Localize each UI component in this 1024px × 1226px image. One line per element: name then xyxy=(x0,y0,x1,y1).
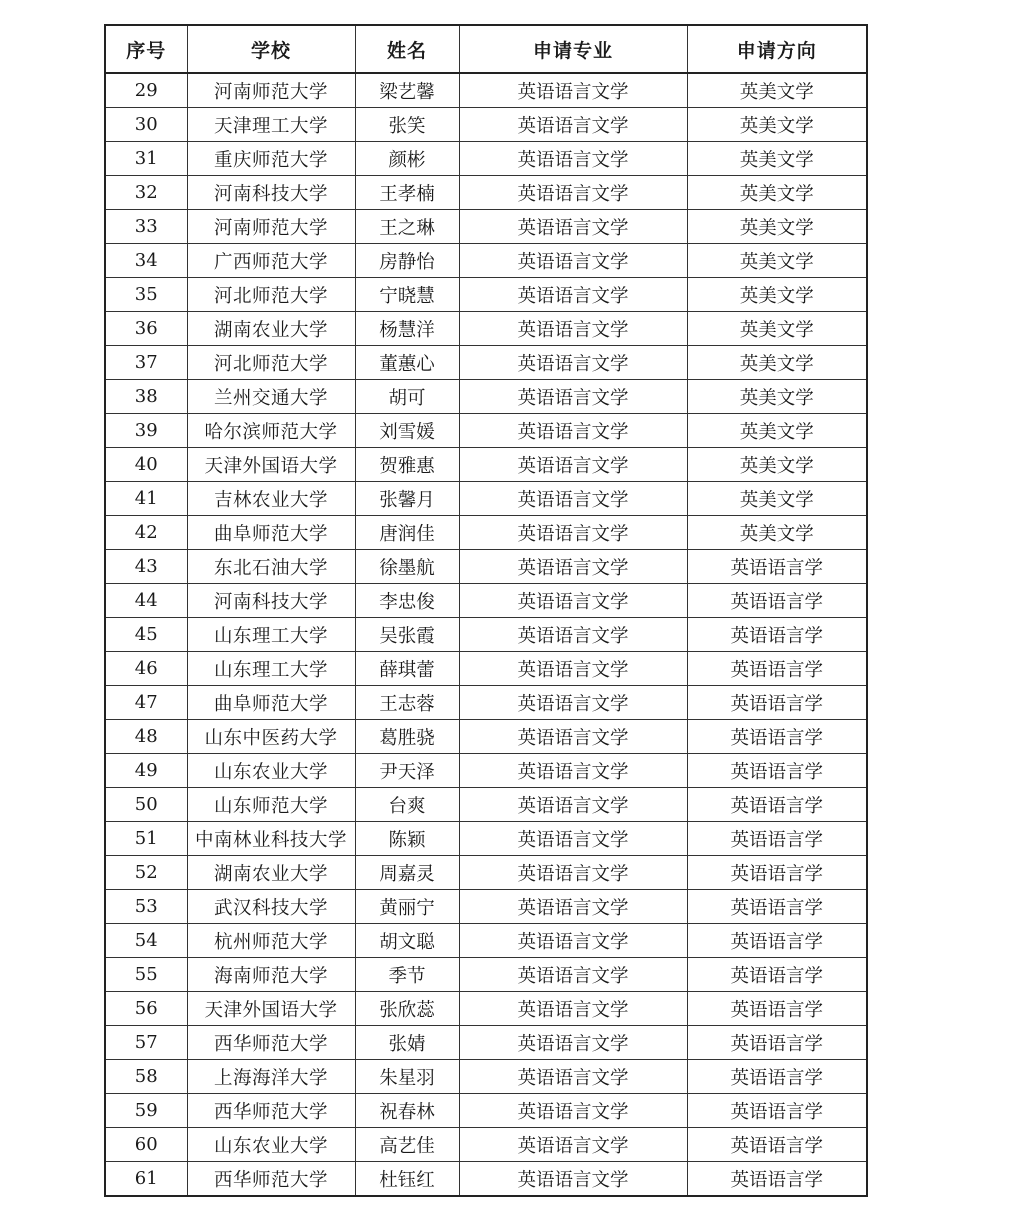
cell-name: 徐墨航 xyxy=(355,550,459,584)
cell-school: 西华师范大学 xyxy=(187,1026,355,1060)
cell-number: 42 xyxy=(105,516,187,550)
cell-school: 广西师范大学 xyxy=(187,244,355,278)
cell-number: 37 xyxy=(105,346,187,380)
cell-direction: 英语语言学 xyxy=(687,1026,867,1060)
cell-direction: 英语语言学 xyxy=(687,924,867,958)
cell-name: 周嘉灵 xyxy=(355,856,459,890)
cell-direction: 英语语言学 xyxy=(687,754,867,788)
cell-major: 英语语言文学 xyxy=(459,414,687,448)
cell-major: 英语语言文学 xyxy=(459,482,687,516)
cell-school: 上海海洋大学 xyxy=(187,1060,355,1094)
table-row xyxy=(105,1026,867,1060)
cell-direction: 英语语言学 xyxy=(687,1128,867,1162)
cell-direction: 英语语言学 xyxy=(687,584,867,618)
cell-number: 57 xyxy=(105,1026,187,1060)
cell-number: 32 xyxy=(105,176,187,210)
cell-direction: 英美文学 xyxy=(687,448,867,482)
cell-school: 河南科技大学 xyxy=(187,584,355,618)
table-row xyxy=(105,754,867,788)
table-row xyxy=(105,550,867,584)
cell-major: 英语语言文学 xyxy=(459,312,687,346)
cell-major: 英语语言文学 xyxy=(459,1094,687,1128)
cell-school: 河南师范大学 xyxy=(187,73,355,108)
cell-name: 贺雅惠 xyxy=(355,448,459,482)
cell-number: 55 xyxy=(105,958,187,992)
cell-direction: 英美文学 xyxy=(687,346,867,380)
table-row xyxy=(105,992,867,1026)
cell-number: 49 xyxy=(105,754,187,788)
table-row xyxy=(105,686,867,720)
cell-direction: 英语语言学 xyxy=(687,686,867,720)
cell-number: 54 xyxy=(105,924,187,958)
cell-direction: 英美文学 xyxy=(687,176,867,210)
document-page xyxy=(104,24,866,1197)
cell-name: 台爽 xyxy=(355,788,459,822)
cell-direction: 英语语言学 xyxy=(687,550,867,584)
header-cell-major: 申请专业 xyxy=(459,25,687,73)
header-cell-direction: 申请方向 xyxy=(687,25,867,73)
cell-direction: 英美文学 xyxy=(687,278,867,312)
cell-school: 西华师范大学 xyxy=(187,1094,355,1128)
table-row xyxy=(105,73,867,108)
cell-name: 房静怡 xyxy=(355,244,459,278)
admission-list-table xyxy=(104,24,868,1197)
cell-school: 湖南农业大学 xyxy=(187,312,355,346)
cell-name: 董蕙心 xyxy=(355,346,459,380)
cell-name: 李忠俊 xyxy=(355,584,459,618)
cell-direction: 英美文学 xyxy=(687,516,867,550)
cell-school: 河南科技大学 xyxy=(187,176,355,210)
cell-name: 张婧 xyxy=(355,1026,459,1060)
cell-name: 陈颖 xyxy=(355,822,459,856)
table-row xyxy=(105,448,867,482)
table-row xyxy=(105,176,867,210)
table-row xyxy=(105,958,867,992)
cell-major: 英语语言文学 xyxy=(459,924,687,958)
table-row xyxy=(105,1128,867,1162)
cell-major: 英语语言文学 xyxy=(459,448,687,482)
table-row xyxy=(105,1162,867,1197)
cell-name: 薛琪蕾 xyxy=(355,652,459,686)
cell-number: 30 xyxy=(105,108,187,142)
cell-number: 38 xyxy=(105,380,187,414)
cell-number: 61 xyxy=(105,1162,187,1197)
cell-major: 英语语言文学 xyxy=(459,278,687,312)
cell-major: 英语语言文学 xyxy=(459,618,687,652)
cell-name: 颜彬 xyxy=(355,142,459,176)
cell-number: 46 xyxy=(105,652,187,686)
table-row xyxy=(105,380,867,414)
cell-major: 英语语言文学 xyxy=(459,1026,687,1060)
cell-direction: 英语语言学 xyxy=(687,1094,867,1128)
cell-number: 44 xyxy=(105,584,187,618)
cell-school: 天津外国语大学 xyxy=(187,448,355,482)
table-row xyxy=(105,482,867,516)
table-row xyxy=(105,924,867,958)
header-cell-school: 学校 xyxy=(187,25,355,73)
table-row xyxy=(105,244,867,278)
cell-name: 尹天泽 xyxy=(355,754,459,788)
table-row xyxy=(105,618,867,652)
cell-major: 英语语言文学 xyxy=(459,516,687,550)
cell-name: 宁晓慧 xyxy=(355,278,459,312)
table-row xyxy=(105,142,867,176)
cell-name: 季节 xyxy=(355,958,459,992)
cell-school: 天津外国语大学 xyxy=(187,992,355,1026)
cell-number: 47 xyxy=(105,686,187,720)
table-header xyxy=(105,25,867,73)
cell-major: 英语语言文学 xyxy=(459,1060,687,1094)
cell-name: 唐润佳 xyxy=(355,516,459,550)
cell-school: 杭州师范大学 xyxy=(187,924,355,958)
cell-school: 海南师范大学 xyxy=(187,958,355,992)
cell-major: 英语语言文学 xyxy=(459,346,687,380)
cell-number: 36 xyxy=(105,312,187,346)
cell-number: 60 xyxy=(105,1128,187,1162)
cell-school: 西华师范大学 xyxy=(187,1162,355,1197)
cell-major: 英语语言文学 xyxy=(459,380,687,414)
cell-number: 58 xyxy=(105,1060,187,1094)
cell-direction: 英美文学 xyxy=(687,244,867,278)
cell-name: 张欣蕊 xyxy=(355,992,459,1026)
cell-school: 中南林业科技大学 xyxy=(187,822,355,856)
cell-major: 英语语言文学 xyxy=(459,210,687,244)
cell-direction: 英语语言学 xyxy=(687,822,867,856)
cell-name: 祝春林 xyxy=(355,1094,459,1128)
cell-direction: 英美文学 xyxy=(687,414,867,448)
cell-name: 王之琳 xyxy=(355,210,459,244)
cell-name: 黄丽宁 xyxy=(355,890,459,924)
cell-major: 英语语言文学 xyxy=(459,720,687,754)
cell-name: 杨慧洋 xyxy=(355,312,459,346)
cell-name: 胡可 xyxy=(355,380,459,414)
cell-direction: 英语语言学 xyxy=(687,856,867,890)
table-row xyxy=(105,856,867,890)
cell-major: 英语语言文学 xyxy=(459,244,687,278)
cell-number: 33 xyxy=(105,210,187,244)
cell-direction: 英语语言学 xyxy=(687,890,867,924)
cell-school: 山东农业大学 xyxy=(187,754,355,788)
cell-major: 英语语言文学 xyxy=(459,686,687,720)
cell-major: 英语语言文学 xyxy=(459,958,687,992)
table-row xyxy=(105,1060,867,1094)
cell-number: 43 xyxy=(105,550,187,584)
cell-school: 山东中医药大学 xyxy=(187,720,355,754)
table-row xyxy=(105,312,867,346)
cell-school: 哈尔滨师范大学 xyxy=(187,414,355,448)
cell-direction: 英语语言学 xyxy=(687,618,867,652)
cell-school: 山东师范大学 xyxy=(187,788,355,822)
cell-school: 吉林农业大学 xyxy=(187,482,355,516)
cell-number: 53 xyxy=(105,890,187,924)
cell-direction: 英语语言学 xyxy=(687,1060,867,1094)
cell-number: 48 xyxy=(105,720,187,754)
cell-major: 英语语言文学 xyxy=(459,822,687,856)
cell-school: 曲阜师范大学 xyxy=(187,686,355,720)
cell-direction: 英语语言学 xyxy=(687,788,867,822)
cell-name: 梁艺馨 xyxy=(355,73,459,108)
table-row xyxy=(105,278,867,312)
cell-school: 兰州交通大学 xyxy=(187,380,355,414)
cell-direction: 英美文学 xyxy=(687,142,867,176)
cell-number: 50 xyxy=(105,788,187,822)
cell-direction: 英语语言学 xyxy=(687,720,867,754)
cell-school: 重庆师范大学 xyxy=(187,142,355,176)
cell-name: 王孝楠 xyxy=(355,176,459,210)
cell-direction: 英语语言学 xyxy=(687,1162,867,1197)
cell-number: 41 xyxy=(105,482,187,516)
cell-direction: 英语语言学 xyxy=(687,958,867,992)
cell-direction: 英语语言学 xyxy=(687,992,867,1026)
cell-major: 英语语言文学 xyxy=(459,652,687,686)
cell-number: 51 xyxy=(105,822,187,856)
cell-school: 山东理工大学 xyxy=(187,618,355,652)
cell-major: 英语语言文学 xyxy=(459,788,687,822)
cell-name: 杜钰红 xyxy=(355,1162,459,1197)
cell-major: 英语语言文学 xyxy=(459,550,687,584)
cell-direction: 英语语言学 xyxy=(687,652,867,686)
cell-number: 45 xyxy=(105,618,187,652)
cell-major: 英语语言文学 xyxy=(459,890,687,924)
cell-school: 曲阜师范大学 xyxy=(187,516,355,550)
cell-school: 天津理工大学 xyxy=(187,108,355,142)
cell-school: 武汉科技大学 xyxy=(187,890,355,924)
cell-number: 59 xyxy=(105,1094,187,1128)
table-row xyxy=(105,720,867,754)
header-row xyxy=(105,25,867,73)
table-row xyxy=(105,108,867,142)
cell-major: 英语语言文学 xyxy=(459,1162,687,1197)
cell-name: 胡文聪 xyxy=(355,924,459,958)
table-row xyxy=(105,516,867,550)
cell-direction: 英美文学 xyxy=(687,380,867,414)
cell-name: 王志蓉 xyxy=(355,686,459,720)
cell-direction: 英美文学 xyxy=(687,482,867,516)
table-row xyxy=(105,652,867,686)
cell-major: 英语语言文学 xyxy=(459,73,687,108)
table-row xyxy=(105,584,867,618)
cell-name: 高艺佳 xyxy=(355,1128,459,1162)
cell-number: 39 xyxy=(105,414,187,448)
cell-school: 河北师范大学 xyxy=(187,346,355,380)
table-row xyxy=(105,346,867,380)
table-row xyxy=(105,414,867,448)
cell-name: 张馨月 xyxy=(355,482,459,516)
table-row xyxy=(105,788,867,822)
cell-major: 英语语言文学 xyxy=(459,1128,687,1162)
cell-major: 英语语言文学 xyxy=(459,108,687,142)
cell-school: 山东理工大学 xyxy=(187,652,355,686)
cell-name: 刘雪媛 xyxy=(355,414,459,448)
cell-name: 吴张霞 xyxy=(355,618,459,652)
table-row xyxy=(105,210,867,244)
cell-school: 东北石油大学 xyxy=(187,550,355,584)
table-row xyxy=(105,890,867,924)
table-body xyxy=(105,73,867,1196)
cell-direction: 英美文学 xyxy=(687,108,867,142)
cell-school: 湖南农业大学 xyxy=(187,856,355,890)
cell-school: 山东农业大学 xyxy=(187,1128,355,1162)
cell-school: 河北师范大学 xyxy=(187,278,355,312)
cell-major: 英语语言文学 xyxy=(459,176,687,210)
cell-number: 35 xyxy=(105,278,187,312)
table-row xyxy=(105,822,867,856)
cell-number: 40 xyxy=(105,448,187,482)
cell-number: 52 xyxy=(105,856,187,890)
cell-number: 56 xyxy=(105,992,187,1026)
cell-name: 葛胜骁 xyxy=(355,720,459,754)
cell-name: 朱星羽 xyxy=(355,1060,459,1094)
cell-major: 英语语言文学 xyxy=(459,142,687,176)
cell-direction: 英美文学 xyxy=(687,312,867,346)
table-row xyxy=(105,1094,867,1128)
cell-major: 英语语言文学 xyxy=(459,856,687,890)
header-cell-name: 姓名 xyxy=(355,25,459,73)
cell-direction: 英美文学 xyxy=(687,73,867,108)
cell-major: 英语语言文学 xyxy=(459,754,687,788)
cell-direction: 英美文学 xyxy=(687,210,867,244)
header-cell-number: 序号 xyxy=(105,25,187,73)
cell-number: 29 xyxy=(105,73,187,108)
cell-name: 张笑 xyxy=(355,108,459,142)
cell-school: 河南师范大学 xyxy=(187,210,355,244)
cell-number: 31 xyxy=(105,142,187,176)
cell-major: 英语语言文学 xyxy=(459,584,687,618)
cell-number: 34 xyxy=(105,244,187,278)
cell-major: 英语语言文学 xyxy=(459,992,687,1026)
